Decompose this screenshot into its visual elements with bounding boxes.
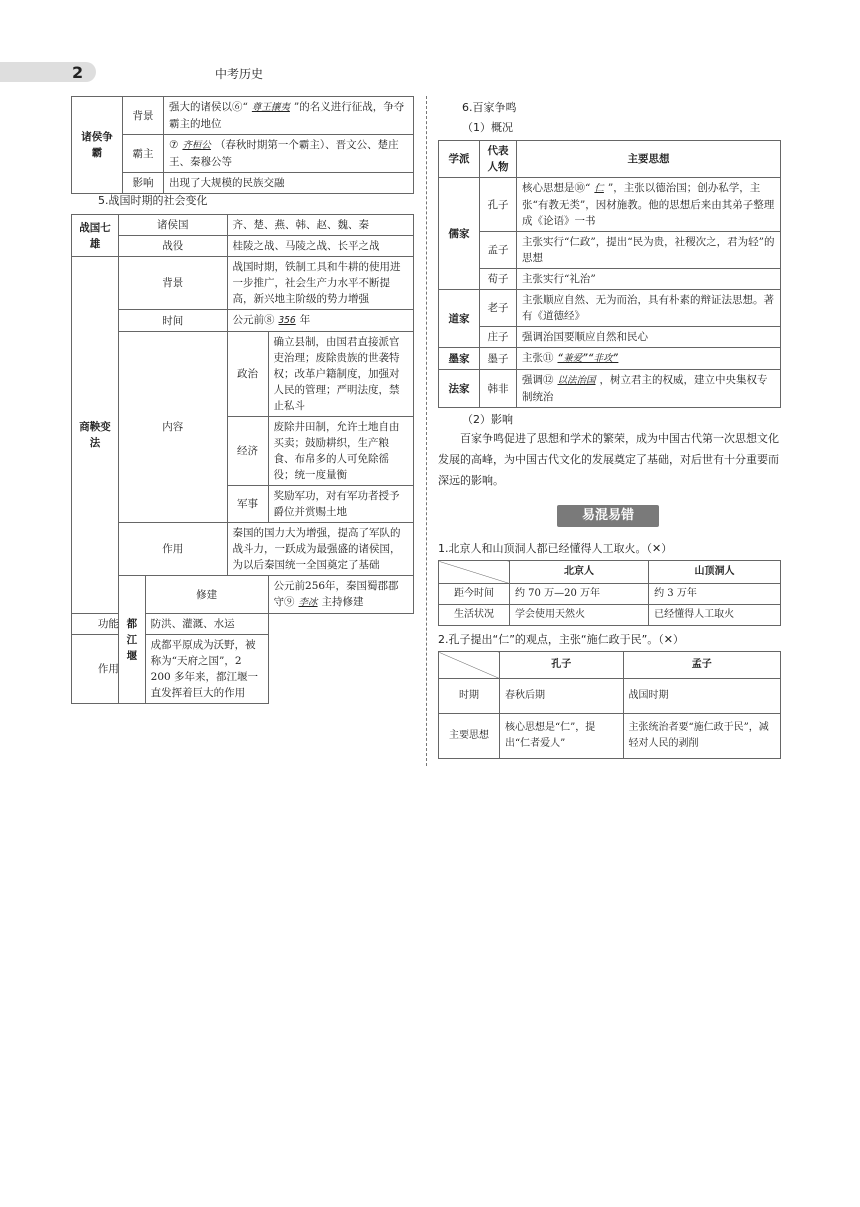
row-label: 作用 <box>119 523 228 576</box>
answer: 356 <box>278 315 296 326</box>
thought: 强调⑫ 以法治国 ，树立君主的权威，建立中央集权专制统治 <box>517 370 781 408</box>
question-2-table <box>438 651 781 759</box>
cell: 学会使用天然火 <box>510 605 649 626</box>
person: 荀子 <box>480 269 517 290</box>
row-label: 时间 <box>119 310 228 332</box>
person: 孔子 <box>480 178 517 232</box>
row-label: 背景 <box>119 257 228 310</box>
answer: 仁 <box>594 183 604 194</box>
cell: 战国时期 <box>623 679 781 714</box>
header-thought: 主要思想 <box>517 141 781 178</box>
person: 墨子 <box>480 348 517 370</box>
group-label: 商鞅变法 <box>72 257 119 614</box>
thought: 核心思想是⑩“ 仁 ”，主张以德治国；创办私学，主张“有教无类”，因材施教。他的思想后来由其弟子整理成《论语》一书 <box>517 178 781 232</box>
row-label: 修建 <box>145 576 268 614</box>
thought: 主张实行“礼治” <box>517 269 781 290</box>
page-header <box>0 62 860 86</box>
book-title: 中考历史 <box>215 67 264 81</box>
answer: 尊王攘夷 <box>251 102 290 113</box>
subsection-overview: （1）概况 <box>462 121 513 134</box>
school-name: 法家 <box>439 370 480 408</box>
answer: 李冰 <box>298 597 318 608</box>
group-label: 战国七雄 <box>72 215 119 257</box>
col-header: 山顶洞人 <box>649 561 781 584</box>
page-number: 2 <box>72 63 84 82</box>
thought: 强调治国要顺应自然和民心 <box>517 327 781 348</box>
cell: 已经懂得人工取火 <box>649 605 781 626</box>
person: 韩非 <box>480 370 517 408</box>
row-text: 战国时期，铁制工具和牛耕的使用进一步推广，社会生产力水平不断提高，新兴地主阶级的势力增强 <box>227 257 413 310</box>
row-text: 防洪、灌溉、水运 <box>145 614 268 635</box>
cell: 约 70 万—20 万年 <box>510 584 649 605</box>
subsection-influence: （2）影响 <box>462 413 513 426</box>
row-text: 强大的诸侯以⑥“ 尊王攘夷 ”的名义进行征战，争夺霸主的地位 <box>164 97 414 135</box>
row-label: 诸侯国 <box>119 215 228 236</box>
easy-confuse-badge: 易混易错 <box>557 505 659 527</box>
row-text: 废除井田制，允许土地自由买卖；鼓励耕织，生产粮食、布帛多的人可免除徭役；统一度量衡 <box>268 417 413 486</box>
question-1-table <box>438 560 781 626</box>
row-text: 齐、楚、燕、韩、赵、魏、秦 <box>227 215 413 236</box>
header-person: 代表人物 <box>480 141 517 178</box>
row-label: 背景 <box>123 97 164 135</box>
influence-paragraph: 百家争鸣促进了思想和学术的繁荣，成为中国古代第一次思想文化发展的高峰，为中国古代文化的发展奠定了基础，对后世有十分重要而深远的影响。 <box>438 432 779 487</box>
answer: 齐桓公 <box>182 140 211 151</box>
row-text: 出现了大规模的民族交融 <box>164 173 414 194</box>
header-school: 学派 <box>439 141 480 178</box>
row-text: 公元前⑧ 356 年 <box>227 310 413 332</box>
col-header: 孟子 <box>623 652 781 679</box>
school-name: 道家 <box>439 290 480 348</box>
thought: 主张实行“仁政”，提出“民为贵，社稷次之，君为轻”的思想 <box>517 232 781 269</box>
section-heading-6: 6.百家争鸣 <box>462 101 517 114</box>
row-label: 时期 <box>439 679 500 714</box>
answer: “兼爱”“非攻” <box>557 353 619 364</box>
warring-states-table <box>71 214 414 704</box>
cell: 主张统治者要“施仁政于民”，减轻对人民的剥削 <box>623 714 781 759</box>
person: 老子 <box>480 290 517 327</box>
row-text: 桂陵之战、马陵之战、长平之战 <box>227 236 413 257</box>
page-number-tab <box>0 62 96 82</box>
sub-label: 军事 <box>227 486 268 523</box>
row-label: 距今时间 <box>439 584 510 605</box>
question-2: 2.孔子提出“仁”的观点，主张“施仁政于民”。（✕） <box>438 633 685 646</box>
sub-label: 政治 <box>227 332 268 417</box>
school-name: 墨家 <box>439 348 480 370</box>
answer: 以法治国 <box>557 375 596 386</box>
row-label: 霸主 <box>123 135 164 173</box>
person: 庄子 <box>480 327 517 348</box>
group-label: 都江堰 <box>119 576 146 704</box>
question-1: 1.北京人和山顶洞人都已经懂得人工取火。（✕） <box>438 542 673 555</box>
column-divider <box>426 96 427 766</box>
diagonal-cell <box>439 561 510 584</box>
cell: 春秋后期 <box>500 679 624 714</box>
row-text: 秦国的国力大为增强，提高了军队的战斗力，一跃成为最强盛的诸侯国，为以后秦国统一全国奠定了基础 <box>227 523 413 576</box>
row-text: 奖励军功，对有军功者授予爵位并赏赐土地 <box>268 486 413 523</box>
row-text: ⑦ 齐桓公 （春秋时期第一个霸主）、晋文公、楚庄王、秦穆公等 <box>164 135 414 173</box>
thought: 主张顺应自然、无为而治，具有朴素的辩证法思想。著有《道德经》 <box>517 290 781 327</box>
row-label: 功能 <box>72 614 146 635</box>
col-header: 孔子 <box>500 652 624 679</box>
row-label: 生活状况 <box>439 605 510 626</box>
row-label: 影响 <box>123 173 164 194</box>
cell: 核心思想是“仁”，提出“仁者爱人” <box>500 714 624 759</box>
row-label: 作用 <box>72 635 146 704</box>
row-text: 公元前256年，秦国蜀郡郡守⑨ 李冰 主持修建 <box>268 576 413 614</box>
cell: 约 3 万年 <box>649 584 781 605</box>
group-label: 诸侯争霸 <box>72 97 123 194</box>
hundred-schools-table <box>438 140 781 408</box>
row-text: 确立县制，由国君直接派官吏治理；废除贵族的世袭特权；改革户籍制度，加强对人民的管理；严明法度，禁止私斗 <box>268 332 413 417</box>
section-heading-5: 5.战国时期的社会变化 <box>98 194 208 207</box>
row-label: 内容 <box>119 332 228 523</box>
thought: 主张⑪ “兼爱”“非攻” <box>517 348 781 370</box>
row-label: 战役 <box>119 236 228 257</box>
person: 孟子 <box>480 232 517 269</box>
diagonal-cell <box>439 652 500 679</box>
sub-label: 经济 <box>227 417 268 486</box>
hegemony-table <box>71 96 414 194</box>
col-header: 北京人 <box>510 561 649 584</box>
school-name: 儒家 <box>439 178 480 290</box>
row-label: 主要思想 <box>439 714 500 759</box>
row-text: 成都平原成为沃野，被称为“天府之国”，2 200 多年来，都江堰一直发挥着巨大的作用 <box>145 635 268 704</box>
